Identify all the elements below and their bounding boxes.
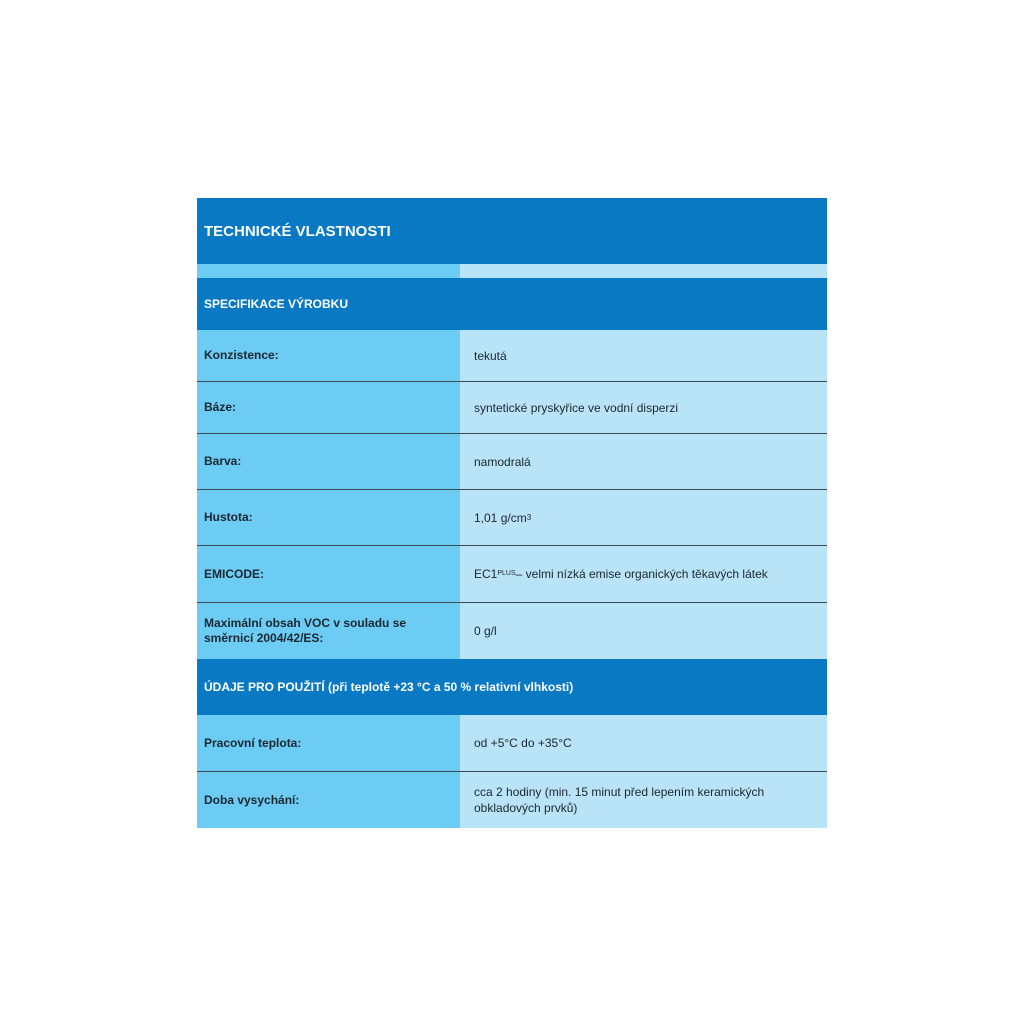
- section-heading-specification: SPECIFIKACE VÝROBKU: [197, 278, 827, 330]
- row-value: tekutá: [460, 330, 827, 381]
- table-row: [197, 546, 827, 603]
- technical-properties-table: [197, 198, 827, 828]
- density-value: 1,01 g/cm: [474, 510, 527, 525]
- row-value: 0 g/l: [460, 603, 827, 659]
- emicode-prefix: EC1: [474, 567, 498, 581]
- table-row: [197, 330, 827, 382]
- row-value: cca 2 hodiny (min. 15 minut před lepením keramických obkladových prvků): [460, 772, 827, 828]
- row-value: [460, 546, 827, 602]
- section-heading-usage: ÚDAJE PRO POUŽITÍ (při teplotě +23 °C a 50 % relativní vlhkosti): [197, 659, 827, 715]
- row-label: EMICODE:: [197, 546, 460, 602]
- row-label: Báze:: [197, 382, 460, 433]
- table-row: [197, 490, 827, 546]
- row-label: Konzistence:: [197, 330, 460, 381]
- row-value: od +5°C do +35°C: [460, 715, 827, 771]
- row-value: syntetické pryskyřice ve vodní disperzi: [460, 382, 827, 433]
- row-label: Hustota:: [197, 490, 460, 545]
- row-label: Maximální obsah VOC v souladu se směrnicí 2004/42/ES:: [197, 603, 460, 659]
- table-row: [197, 715, 827, 772]
- density-superscript: 3: [526, 512, 532, 522]
- table-row: [197, 772, 827, 828]
- table-row: [197, 434, 827, 490]
- spacer-row: [197, 264, 827, 278]
- emicode-description: – velmi nízká emise organických těkavých látek: [515, 567, 768, 581]
- row-label: Barva:: [197, 434, 460, 489]
- emicode-plus: PLUS: [497, 570, 516, 577]
- table-row: [197, 603, 827, 659]
- row-value: namodralá: [460, 434, 827, 489]
- row-value: [460, 490, 827, 545]
- row-label: Doba vysychání:: [197, 772, 460, 828]
- row-label: Pracovní teplota:: [197, 715, 460, 771]
- table-row: [197, 382, 827, 434]
- table-title: TECHNICKÉ VLASTNOSTI: [197, 198, 827, 264]
